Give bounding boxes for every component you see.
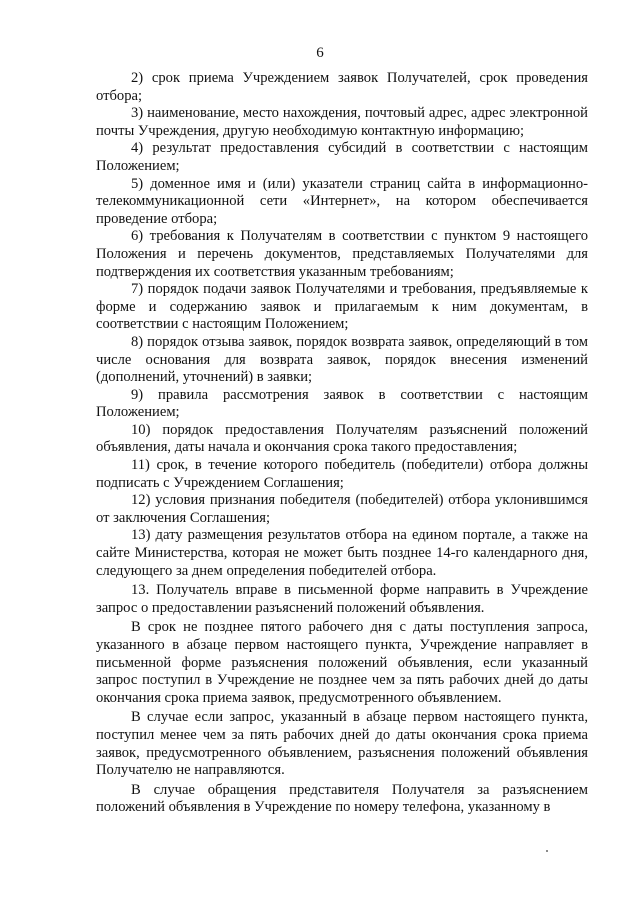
paragraph-item-8: 8) порядок отзыва заявок, порядок возврата заявок, определяющий в том числе основания для возврата заявок, порядок внесения изменений (дополнений, уточнений) в заявки; <box>96 333 588 386</box>
paragraph-item-9: 9) правила рассмотрения заявок в соответствии с настоящим Положением; <box>96 386 588 421</box>
page-number: 6 <box>316 45 324 61</box>
paragraph-item-2: 2) срок приема Учреждением заявок Получателей, срок проведения отбора; <box>96 70 588 104</box>
paragraph-item-12: 12) условия признания победителя (победителей) отбора уклонившимся от заключения Соглашения; <box>96 492 588 526</box>
paragraph-item-5: 5) доменное имя и (или) указатели страниц сайта в информационно-телекоммуникационной сети «Интернет», на котором обеспечивается проведение отбора; <box>96 175 588 227</box>
paragraph-item-11: 11) срок, в течение которого победитель (победители) отбора должны подписать с Учреждением Соглашения; <box>96 457 588 491</box>
paragraph-item-4: 4) результат предоставления субсидий в соответствии с настоящим Положением; <box>96 140 588 174</box>
paragraph-response-deadline: В срок не позднее пятого рабочего дня с даты поступления запроса, указанного в абзаце первом настоящего пункта, Учреждение направляет в письменной форме разъяснения положений объявления, если указанный запрос поступил в Учреждение не позднее чем за пять рабочих дней до даты окончания срока приема заявок, предусмотренного объявлением. <box>96 619 588 706</box>
paragraph-section-13: 13. Получатель вправе в письменной форме направить в Учреждение запрос о предоставлении разъяснений положений объявления. <box>96 582 588 616</box>
scan-speck <box>546 850 548 852</box>
paragraph-item-10: 10) порядок предоставления Получателям разъяснений положений объявления, даты начала и окончания срока такого предоставления; <box>96 421 588 456</box>
paragraph-late-request: В случае если запрос, указанный в абзаце первом настоящего пункта, поступил менее чем за пять рабочих дней до даты окончания срока приема заявок, предусмотренного объявлением, разъяснения положений объявления Получателю не направляются. <box>96 709 588 779</box>
paragraph-phone-request: В случае обращения представителя Получателя за разъяснением положений объявления в Учреждение по номеру телефона, указанному в <box>96 781 588 816</box>
document-body <box>96 70 588 817</box>
paragraph-item-7: 7) порядок подачи заявок Получателями и требования, предъявляемые к форме и содержанию заявок и прилагаемым к ним документам, в соответствии с настоящим Положением; <box>96 281 588 333</box>
paragraph-item-3: 3) наименование, место нахождения, почтовый адрес, адрес электронной почты Учреждения, другую необходимую контактную информацию; <box>96 105 588 139</box>
paragraph-item-6: 6) требования к Получателям в соответствии с пунктом 9 настоящего Положения и перечень документов, представляемых Получателями для подтверждения их соответствия указанным требованиям; <box>96 228 588 280</box>
paragraph-item-13: 13) дату размещения результатов отбора на едином портале, а также на сайте Министерства, которая не может быть позднее 14-го календарного дня, следующего за днем определения победителей отбора. <box>96 527 588 579</box>
